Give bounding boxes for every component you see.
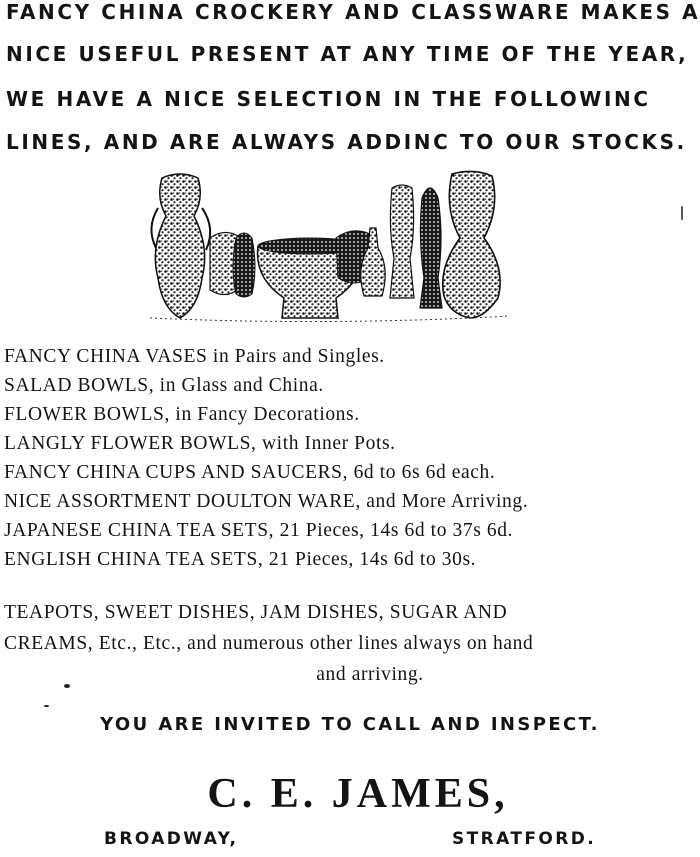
slim-vase-2: [420, 188, 442, 308]
item-english-tea-sets: ENGLISH CHINA TEA SETS, 21 Pieces, 14s 6d to 30s.: [4, 549, 477, 570]
item-salad-bowls: SALAD BOWLS, in Glass and China.: [4, 375, 324, 396]
headline-line-4: LINES, AND ARE ALWAYS ADDINC TO OUR STOCKS.: [6, 130, 687, 154]
merchant-name: C. E. JAMES,: [207, 771, 509, 817]
headline-line-1: FANCY CHINA CROCKERY AND CLASSWARE MAKES A: [6, 0, 700, 24]
invitation-line: YOU ARE INVITED TO CALL AND INSPECT.: [100, 714, 600, 735]
headline-line-3: WE HAVE A NICE SELECTION IN THE FOLLOWINC: [6, 87, 651, 111]
item-cups-and-saucers: FANCY CHINA CUPS AND SAUCERS, 6d to 6s 6d each.: [4, 462, 496, 483]
print-speck: [44, 705, 49, 707]
headline-line-2: NICE USEFUL PRESENT AT ANY TIME OF THE YEAR,: [6, 42, 689, 66]
slim-vase: [390, 185, 414, 298]
tall-vase-left: [155, 174, 204, 318]
china-vases-illustration-icon: [140, 168, 520, 328]
item-teapots-line-1: TEAPOTS, SWEET DISHES, JAM DISHES, SUGAR AND: [4, 602, 508, 623]
address-street: BROADWAY,: [104, 829, 239, 849]
vase-3: [233, 233, 255, 297]
tall-vase-right: [443, 171, 500, 318]
item-teapots-line-2: CREAMS, Etc., Etc., and numerous other lines always on hand: [4, 633, 534, 654]
print-speck: [681, 206, 683, 220]
address-town: STRATFORD.: [452, 829, 597, 849]
item-china-vases: FANCY CHINA VASES in Pairs and Singles.: [4, 346, 385, 367]
item-flower-bowls: FLOWER BOWLS, in Fancy Decorations.: [4, 404, 360, 425]
item-teapots-line-3: and arriving.: [316, 664, 424, 685]
item-doulton-ware: NICE ASSORTMENT DOULTON WARE, and More Arriving.: [4, 491, 529, 512]
print-speck: [64, 684, 70, 688]
item-langly-flower-bowls: LANGLY FLOWER BOWLS, with Inner Pots.: [4, 433, 396, 454]
item-japanese-tea-sets: JAPANESE CHINA TEA SETS, 21 Pieces, 14s 6d to 37s 6d.: [4, 520, 514, 541]
